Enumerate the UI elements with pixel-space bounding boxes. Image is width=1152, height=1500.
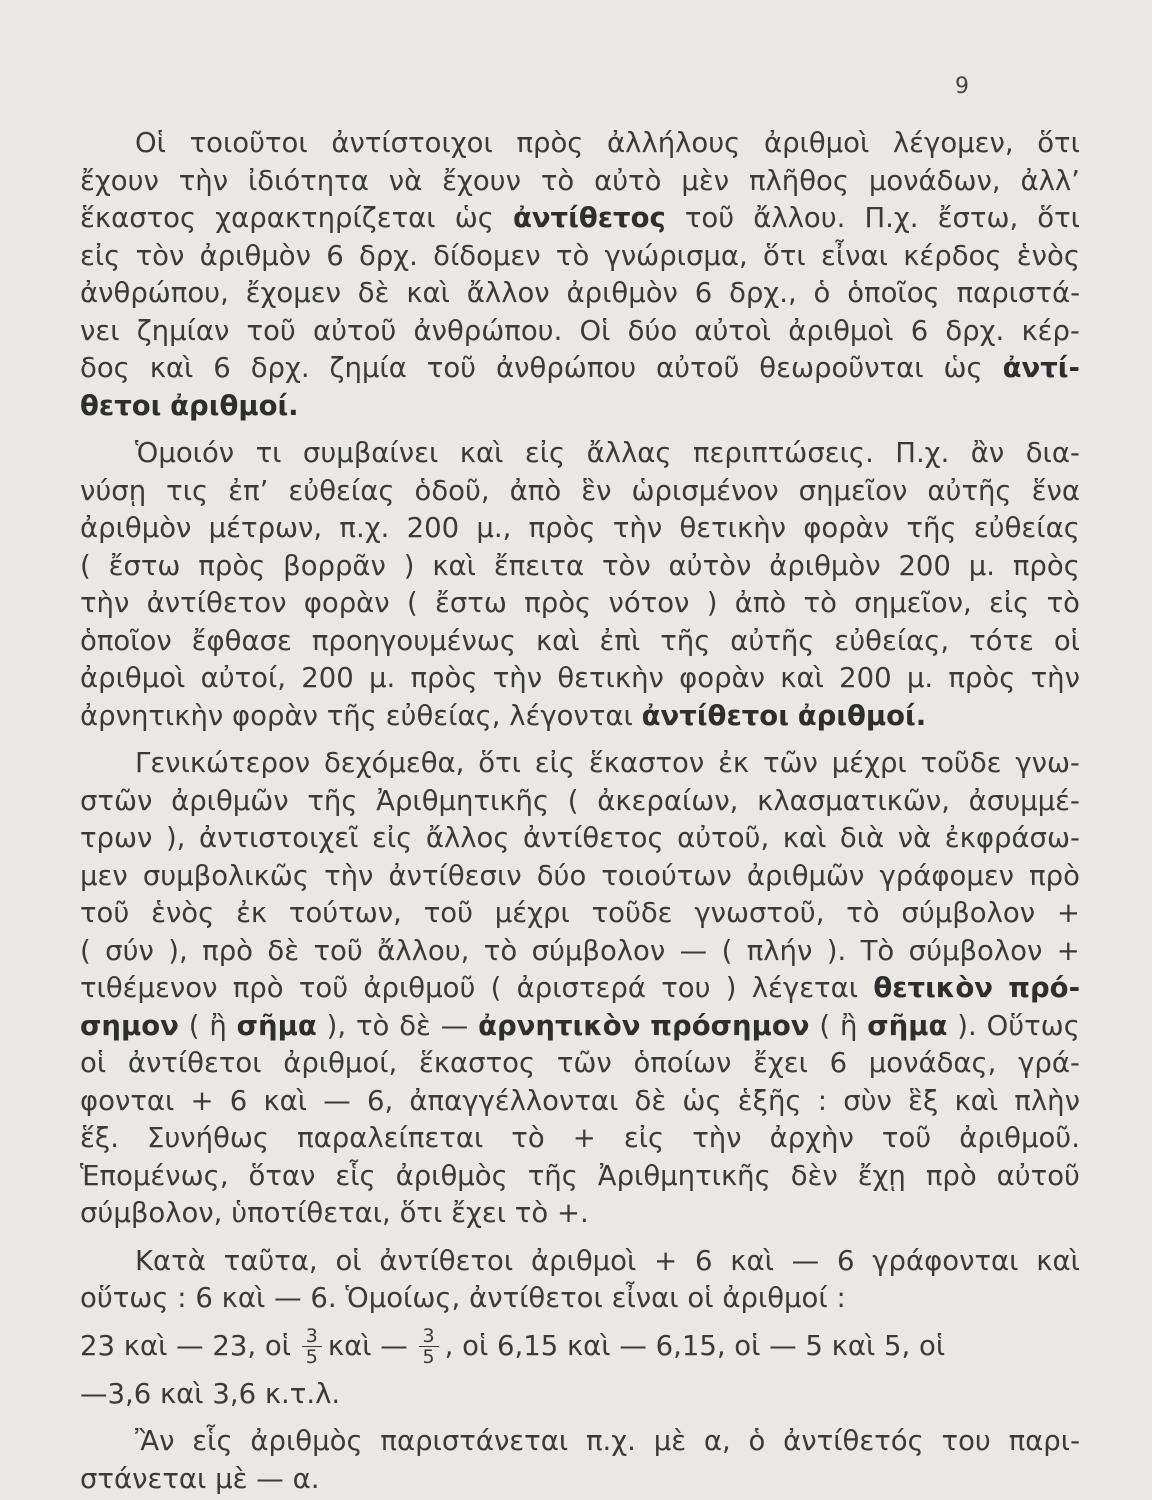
- text-line: ἀνθρώπου, ἔχομεν δὲ καὶ ἄλλον ἀριθμὸν 6 δρχ., ὁ ὁποῖος παριστά-: [80, 277, 1080, 309]
- text-line: ( σύν ), πρὸ δὲ τοῦ ἄλλου, τὸ σύμβολον — ( πλήν ). Τὸ σύμβολον +: [80, 934, 1080, 967]
- text-line: εἰς τὸν ἀριθμὸν 6 δρχ. δίδομεν τὸ γνώρισμα, ὅτι εἶναι κέρδος ἑνὸς: [80, 239, 1080, 272]
- fraction-numerator: 3: [419, 1326, 439, 1347]
- fraction-denominator: 5: [422, 1346, 435, 1368]
- text-line: —3,6 καὶ 3,6 κ.τ.λ.: [80, 1377, 341, 1410]
- fraction-denominator: 5: [305, 1346, 318, 1368]
- text-line: τοῦ ἑνὸς ἐκ τούτων, τοῦ μέχρι τοῦδε γνωστοῦ, τὸ σύμβολον +: [80, 897, 1080, 929]
- paragraphs: [80, 125, 1080, 1318]
- paragraph: [80, 1243, 1080, 1318]
- text-line: ἕξ. Συνήθως παραλείπεται τὸ + εἰς τὴν ἀρχὴν τοῦ ἀριθμοῦ.: [80, 1122, 1080, 1154]
- text-line: Ὁμοιόν τι συμβαίνει καὶ εἰς ἄλλας περιπτώσεις. Π.χ. ἂν δια-: [135, 437, 1080, 469]
- text-line: οἱ ἀντίθετοι ἀριθμοί, ἕκαστος τῶν ὁποίων ἔχει 6 μονάδας, γρά-: [80, 1047, 1080, 1079]
- paragraph: [80, 745, 1080, 1233]
- text-line: νει ζημίαν τοῦ αὐτοῦ ἀνθρώπου. Οἱ δύο αὐτοὶ ἀριθμοὶ 6 δρχ. κέρ-: [80, 314, 1080, 347]
- text-line: θετοι ἀριθμοί.: [80, 389, 299, 422]
- text-line: στάνεται μὲ — α.: [80, 1462, 320, 1495]
- text-line: Οἱ τοιοῦτοι ἀντίστοιχοι πρὸς ἀλλήλους ἀριθμοὶ λέγομεν, ὅτι: [135, 127, 1080, 159]
- text-line: φονται + 6 καὶ — 6, ἀπαγγέλλονται δὲ ὡς ἑξῆς : σὺν ἓξ καὶ πλὴν: [80, 1084, 1080, 1117]
- text-line: Ἂν εἷς ἀριθμὸς παριστάνεται π.χ. μὲ α, ὁ ἀντίθετός του παρι-: [135, 1425, 1080, 1457]
- fraction-line-middle: καὶ —: [327, 1329, 408, 1362]
- text-line: νύσῃ τις ἐπ’ εὐθείας ὁδοῦ, ἀπὸ ἓν ὡρισμένον σημεῖον αὐτῆς ἕνα: [80, 474, 1080, 507]
- text-line: ( ἔστω πρὸς βορρᾶν ) καὶ ἔπειτα τὸν αὐτὸν ἀριθμὸν 200 μ. πρὸς: [80, 549, 1080, 582]
- fraction-negative-three-fifths: [419, 1326, 439, 1367]
- text-line: Γενικώτερον δεχόμεθα, ὅτι εἰς ἕκαστον ἐκ τῶν μέχρι τοῦδε γνω-: [135, 747, 1080, 779]
- text-line: τὴν ἀντίθετον φορὰν ( ἔστω πρὸς νότον ) ἀπὸ τὸ σημεῖον, εἰς τὸ: [80, 587, 1080, 619]
- text-line: Κατὰ ταῦτα, οἱ ἀντίθετοι ἀριθμοὶ + 6 καὶ — 6 γράφονται καὶ: [135, 1244, 1080, 1277]
- page-number: 9: [955, 74, 969, 99]
- paragraph: [80, 435, 1080, 735]
- text-line: μεν συμβολικῶς τὴν ἀντίθεσιν δύο τοιούτων ἀριθμῶν γράφομεν πρὸ: [80, 859, 1080, 892]
- fraction-line-after: , οἱ 6,15 καὶ — 6,15, οἱ — 5 καὶ 5, οἱ: [444, 1329, 946, 1362]
- text-line: οὕτως : 6 καὶ — 6. Ὁμοίως, ἀντίθετοι εἶναι οἱ ἀριθμοί :: [80, 1282, 846, 1314]
- text-line: ὁποῖον ἔφθασε προηγουμένως καὶ ἐπὶ τῆς αὐτῆς εὐθείας, τότε οἱ: [80, 624, 1080, 657]
- fraction-line-before: 23 καὶ — 23, οἱ: [80, 1329, 291, 1362]
- text-line: στῶν ἀριθμῶν τῆς Ἀριθμητικῆς ( ἀκεραίων, κλασματικῶν, ἀσυμμέ-: [80, 784, 1080, 817]
- text-line: Ἑπομένως, ὅταν εἷς ἀριθμὸς τῆς Ἀριθμητικῆς δὲν ἔχῃ πρὸ αὐτοῦ: [80, 1159, 1080, 1192]
- text-line: τρων ), ἀντιστοιχεῖ εἰς ἄλλος ἀντίθετος αὐτοῦ, καὶ διὰ νὰ ἐκφράσω-: [80, 822, 1080, 854]
- fraction-three-fifths: [302, 1326, 322, 1367]
- final-paragraph: [80, 1423, 1080, 1498]
- paragraph: [80, 125, 1080, 425]
- text-line: ἕκαστος χαρακτηρίζεται ὡς ἀντίθετος τοῦ ἄλλου. Π.χ. ἔστω, ὅτι: [80, 202, 1080, 234]
- text-line: ἔχουν τὴν ἰδιότητα νὰ ἔχουν τὸ αὐτὸ μὲν πλῆθος μονάδων, ἀλλ’: [80, 164, 1080, 197]
- body-text: [80, 125, 1080, 1498]
- fraction-numerator: 3: [302, 1326, 322, 1347]
- text-line: δος καὶ 6 δρχ. ζημία τοῦ ἀνθρώπου αὐτοῦ θεωροῦνται ὡς ἀντί-: [80, 352, 1080, 384]
- text-line: ἀρνητικὴν φορὰν τῆς εὐθείας, λέγονται ἀντίθετοι ἀριθμοί.: [80, 699, 927, 732]
- text-line: σύμβολον, ὑποτίθεται, ὅτι ἔχει τὸ +.: [80, 1197, 589, 1229]
- fraction-examples-line: [80, 1322, 1080, 1372]
- text-line: ἀριθμὸν μέτρων, π.χ. 200 μ., πρὸς τὴν θετικὴν φορὰν τῆς εὐθείας: [80, 512, 1080, 544]
- paragraph: [80, 1423, 1080, 1498]
- text-line: τιθέμενον πρὸ τοῦ ἀριθμοῦ ( ἀριστερά του ) λέγεται θετικὸν πρό-: [80, 972, 1080, 1004]
- text-line: ἀριθμοὶ αὐτοί, 200 μ. πρὸς τὴν θετικὴν φορὰν καὶ 200 μ. πρὸς τὴν: [80, 662, 1080, 694]
- text-line: σημον ( ἢ σῆμα ), τὸ δὲ — ἀρνητικὸν πρόσημον ( ἢ σῆμα ). Οὕτως: [80, 1009, 1080, 1042]
